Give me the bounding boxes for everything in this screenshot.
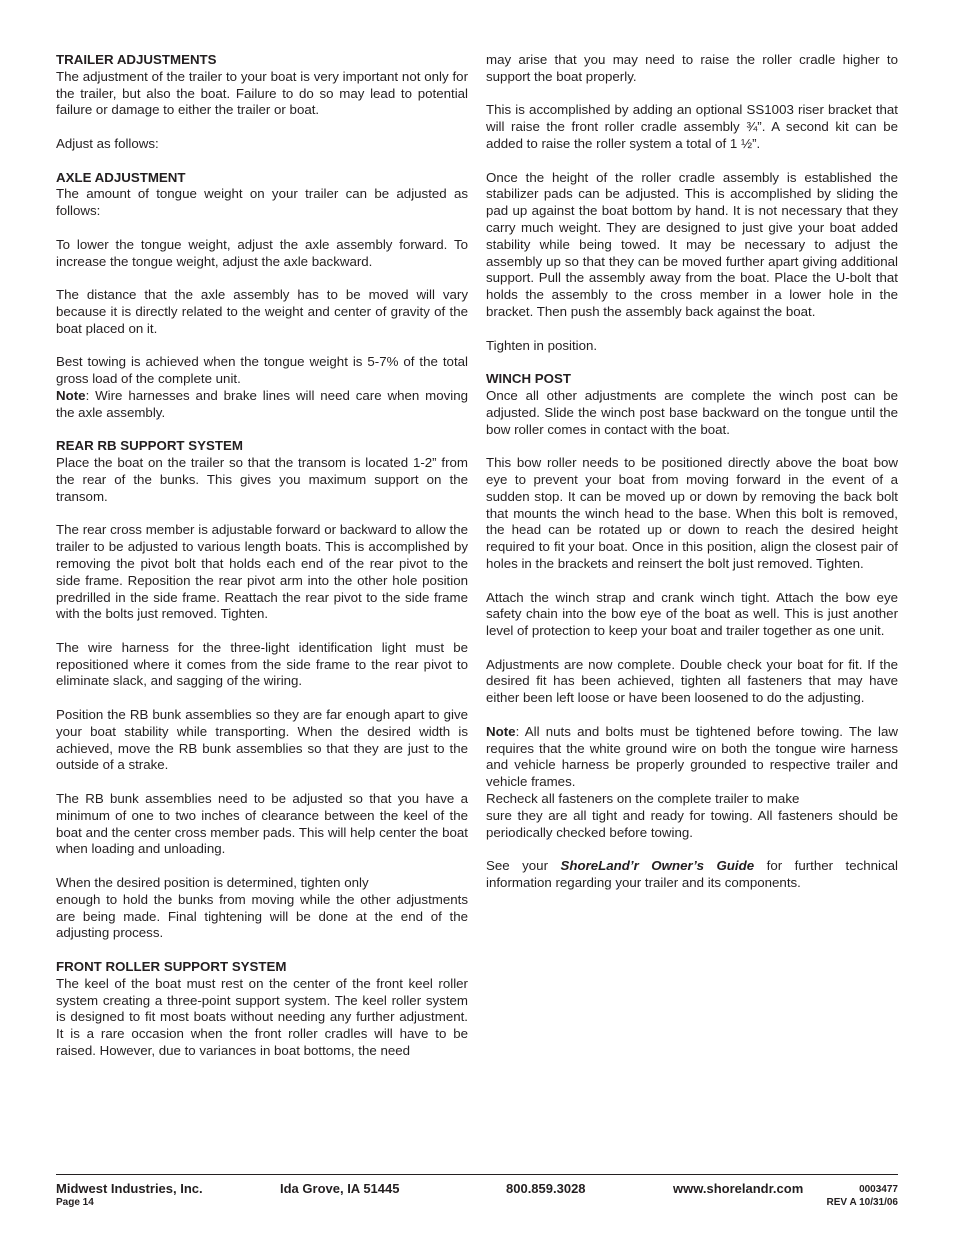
axle-note-text: : Wire harnesses and brake lines will need care when moving the axle assembly. <box>56 387 468 420</box>
rear-rb-paragraph-6-line-1: When the desired position is determined, tighten only <box>56 875 369 891</box>
front-roller-paragraph-1-continued: may arise that you may need to raise the roller cradle higher to support the boat properly. <box>486 52 898 84</box>
page-footer <box>56 1174 898 1214</box>
axle-paragraph-4: Best towing is achieved when the tongue weight is 5-7% of the total gross load of the complete unit. <box>56 354 468 387</box>
winch-post-heading: WINCH POST <box>486 371 571 387</box>
rear-rb-paragraph-4: Position the RB bunk assemblies so they are far enough apart to give your boat stability while transporting. When the desired width is achieved, move the RB bunk assemblies so that they are just to the outside of a strake. <box>56 707 468 773</box>
left-column <box>56 52 468 1060</box>
footer-company: Midwest Industries, Inc. <box>56 1181 203 1196</box>
front-roller-support-heading: FRONT ROLLER SUPPORT SYSTEM <box>56 959 287 975</box>
final-note-text: : All nuts and bolts must be tightened before towing. The law requires that the white ground wire on both the tongue wire harness and vehicle harness be properly grounded to respective trailer and vehicle frames. <box>486 723 898 790</box>
footer-location: Ida Grove, IA 51445 <box>280 1181 400 1196</box>
front-roller-paragraph-3: Once the height of the roller cradle assembly is established the stabilizer pads can be adjusted. This is accomplished by sliding the pad up against the boat bottom by hand. It is not necessary that they carry much weight. They are designed to just give your boat added stability while being towed. It may be necessary to adjust the assembly up so that they can be moved further apart giving additional support. Pull the assembly away from the boat. Place the U-bolt that holds the assembly to the cross member in a lower hole in the bracket. Then push the assembly back against the boat. <box>486 169 898 319</box>
axle-paragraph-1: The amount of tongue weight on your trailer can be adjusted as follows: <box>56 186 468 219</box>
front-roller-paragraph-4: Tighten in position. <box>486 337 598 353</box>
winch-paragraph-1: Once all other adjustments are complete the winch post can be adjusted. Slide the winch post base backward on the tongue until the bow roller comes in contact with the boat. <box>486 387 898 437</box>
axle-adjustment-heading: AXLE ADJUSTMENT <box>56 169 186 185</box>
footer-page-number: Page 14 <box>56 1197 94 1208</box>
rear-rb-paragraph-1: Place the boat on the trailer so that the transom is located 1-2” from the rear of the bunks. This gives you maximum support on the transom. <box>56 455 468 504</box>
recheck-line-1: Recheck all fasteners on the complete trailer to make <box>486 791 800 807</box>
rear-rb-support-heading: REAR RB SUPPORT SYSTEM <box>56 438 243 454</box>
final-note-label: Note <box>486 723 516 739</box>
winch-paragraph-4: Adjustments are now complete. Double check your boat for fit. If the desired fit has been achieved, tighten all fasteners that may have either been left loose or have been loosened to do the adjusting. <box>486 656 898 706</box>
owners-guide-title: ShoreLand’r Owner’s Guide <box>560 858 755 874</box>
rear-rb-paragraph-6-rest: enough to hold the bunks from moving while the other adjustments are being made. Final tightening will be done at the end of the adjusting process. <box>56 891 468 941</box>
footer-phone: 800.859.3028 <box>506 1181 586 1196</box>
recheck-rest: sure they are all tight and ready for towing. All fasteners should be periodically checked before towing. <box>486 807 898 840</box>
see-your-text: See your <box>486 858 561 874</box>
rear-rb-paragraph-5: The RB bunk assemblies need to be adjusted so that you have a minimum of one to two inches of clearance between the keel of the boat and the center cross member pads. This will help center the boat when loading and unloading. <box>56 791 468 857</box>
winch-paragraph-2: This bow roller needs to be positioned directly above the boat bow eye to prevent your boat from moving forward in the event of a sudden stop. It can be moved up or down by removing the back bolt that mounts the winch head to the base. When this bolt is removed, the head can be rotated up or down to reach the desired height required to fit your boat. Once in this position, align the closest pair of holes in the brackets and reinsert the bolt just removed. Tighten. <box>486 455 898 571</box>
footer-divider <box>56 1174 898 1175</box>
axle-paragraph-2: To lower the tongue weight, adjust the axle assembly forward. To increase the tongue weight, adjust the axle backward. <box>56 236 468 269</box>
rear-rb-paragraph-3: The wire harness for the three-light identification light must be repositioned where it comes from the side frame to the rear pivot to eliminate slack, and sagging of the wiring. <box>56 639 468 689</box>
axle-paragraph-3: The distance that the axle assembly has to be moved will vary because it is directly related to the weight and center of gravity of the boat placed on it. <box>56 287 468 336</box>
owners-guide-rest: for further technical information regarding your trailer and its components. <box>486 858 899 891</box>
recheck-paragraph <box>486 791 898 841</box>
owners-guide-paragraph <box>486 858 898 892</box>
rear-rb-paragraph-6 <box>56 875 468 942</box>
axle-note-label: Note <box>56 387 86 403</box>
right-column <box>486 52 898 909</box>
trailer-adjustments-heading: TRAILER ADJUSTMENTS <box>56 52 217 67</box>
adjust-as-follows: Adjust as follows: <box>56 135 159 151</box>
footer-revision: REV A 10/31/06 <box>826 1197 898 1208</box>
axle-note <box>56 388 468 422</box>
winch-paragraph-3: Attach the winch strap and crank winch tight. Attach the bow eye safety chain into the bow eye of the boat as well. This is just another level of protection to keep your boat and trailer together as one unit. <box>486 589 898 639</box>
front-roller-paragraph-2: This is accomplished by adding an optional SS1003 riser bracket that will raise the front roller cradle assembly ¾”. A second kit can be added to raise the roller system a total of 1 ½”. <box>486 102 898 151</box>
trailer-adjustments-paragraph: The adjustment of the trailer to your boat is very important not only for the trailer, but also the boat. Failure to do so may lead to potential failure or damage to either the trailer or boat. <box>56 68 468 118</box>
footer-doc-number: 0003477 <box>859 1184 898 1195</box>
footer-website: www.shorelandr.com <box>673 1181 804 1196</box>
rear-rb-paragraph-2: The rear cross member is adjustable forward or backward to allow the trailer to be adjusted to various length boats. This is accomplished by removing the pivot bolt that holds each end of the rear pivot to the side frame. Reposition the rear pivot arm into the other hole position predrilled in the side frame. Reattach the rear pivot to the side frame with the bolts just removed. Tighten. <box>56 522 468 622</box>
final-note <box>486 724 898 791</box>
front-roller-paragraph-1: The keel of the boat must rest on the center of the front keel roller system creating a three-point support system. The keel roller system is designed to fit most boats without needing any further adjustment. It is a rare occasion when the front roller cradles will have to be raised. However, due to variances in boat bottoms, the need <box>56 975 468 1059</box>
